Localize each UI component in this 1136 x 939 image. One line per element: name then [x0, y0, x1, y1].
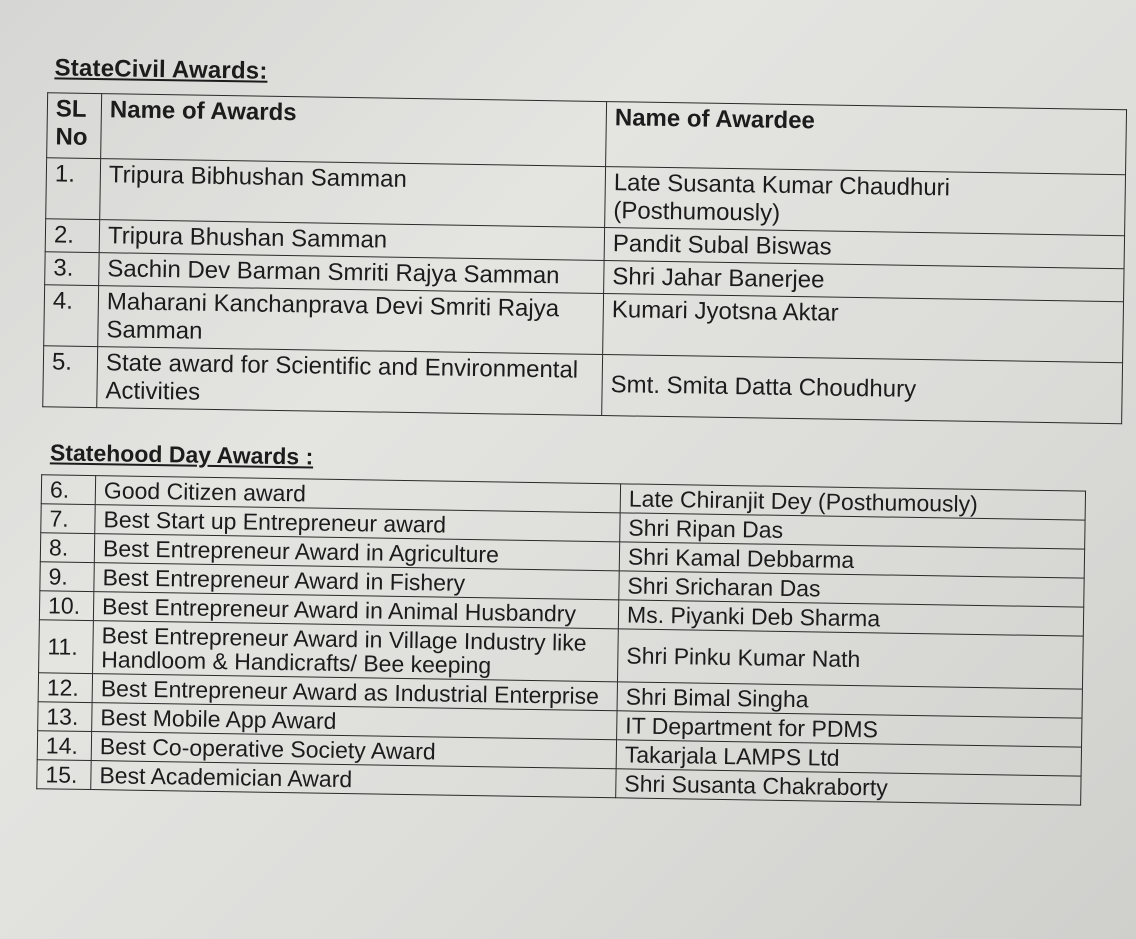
row-awardee: Late Susanta Kumar Chaudhuri (Posthumously) — [605, 167, 1126, 236]
row-award: Best Entrepreneur Award in Fishery — [94, 563, 619, 600]
row-sl: 4. — [44, 285, 99, 347]
row-award: State award for Scientific and Environmental Activities — [97, 347, 603, 416]
row-awardee: Shri Ripan Das — [620, 513, 1085, 549]
row-award: Best Co-operative Society Award — [91, 732, 616, 769]
row-sl: 7. — [41, 504, 95, 534]
row-sl: 8. — [40, 533, 94, 563]
row-awardee: Late Chiranjit Dey (Posthumously) — [620, 484, 1085, 520]
row-awardee: Shri Pinku Kumar Nath — [617, 629, 1083, 689]
row-award: Best Entrepreneur Award in Agriculture — [94, 534, 619, 571]
statehood-day-awards-table — [36, 438, 1086, 805]
row-sl: 11. — [39, 620, 94, 674]
row-award: Best Academician Award — [91, 761, 616, 798]
state-civil-awards-heading: StateCivil Awards: — [54, 54, 268, 85]
row-awardee: Shri Jahar Banerjee — [604, 261, 1124, 302]
state-civil-awards-table — [42, 92, 1127, 424]
row-sl: 5. — [43, 346, 98, 408]
row-award: Maharani Kanchanprava Devi Smriti Rajya Samman — [98, 286, 604, 355]
row-award: Tripura Bibhushan Samman — [100, 159, 606, 228]
header-sl-no: SL No — [47, 93, 102, 159]
row-award: Good Citizen award — [95, 476, 620, 513]
header-name-of-awards: Name of Awards — [101, 94, 607, 167]
row-award: Best Entrepreneur Award in Village Industry like Handloom & Handicrafts/ Bee keeping — [93, 621, 619, 682]
row-sl: 9. — [40, 562, 94, 592]
row-awardee: Shri Sricharan Das — [619, 571, 1084, 607]
row-awardee: Shri Bimal Singha — [617, 682, 1082, 718]
row-sl: 12. — [38, 673, 92, 703]
row-sl: 2. — [45, 219, 100, 253]
row-sl: 14. — [37, 731, 91, 761]
row-award: Best Start up Entrepreneur award — [95, 505, 620, 542]
header-name-of-awardee: Name of Awardee — [606, 102, 1127, 175]
row-awardee: Shri Susanta Chakraborty — [616, 769, 1081, 805]
statehood-day-awards-title: Statehood Day Awards : — [49, 439, 314, 470]
row-awardee: Kumari Jyotsna Aktar — [603, 294, 1124, 363]
row-sl: 13. — [38, 702, 92, 732]
row-award: Sachin Dev Barman Smriti Rajya Samman — [99, 253, 604, 294]
award-list-sheet — [16, 40, 1130, 937]
row-award: Best Entrepreneur Award in Animal Husbandry — [93, 592, 618, 629]
row-sl: 15. — [37, 760, 91, 790]
row-awardee: IT Department for PDMS — [617, 711, 1082, 747]
row-sl: 3. — [45, 252, 100, 286]
row-award: Best Mobile App Award — [92, 703, 617, 740]
row-awardee: Pandit Subal Biswas — [604, 228, 1124, 269]
row-awardee: Ms. Piyanki Deb Sharma — [618, 600, 1083, 636]
row-sl: 10. — [39, 591, 93, 621]
row-awardee: Takarjala LAMPS Ltd — [616, 740, 1081, 776]
row-sl: 1. — [46, 158, 101, 220]
row-awardee: Shri Kamal Debbarma — [619, 542, 1084, 578]
row-awardee: Smt. Smita Datta Choudhury — [602, 355, 1123, 424]
row-sl: 6. — [41, 475, 95, 505]
row-award: Best Entrepreneur Award as Industrial Enterprise — [92, 674, 617, 711]
row-award: Tripura Bhushan Samman — [99, 220, 604, 261]
